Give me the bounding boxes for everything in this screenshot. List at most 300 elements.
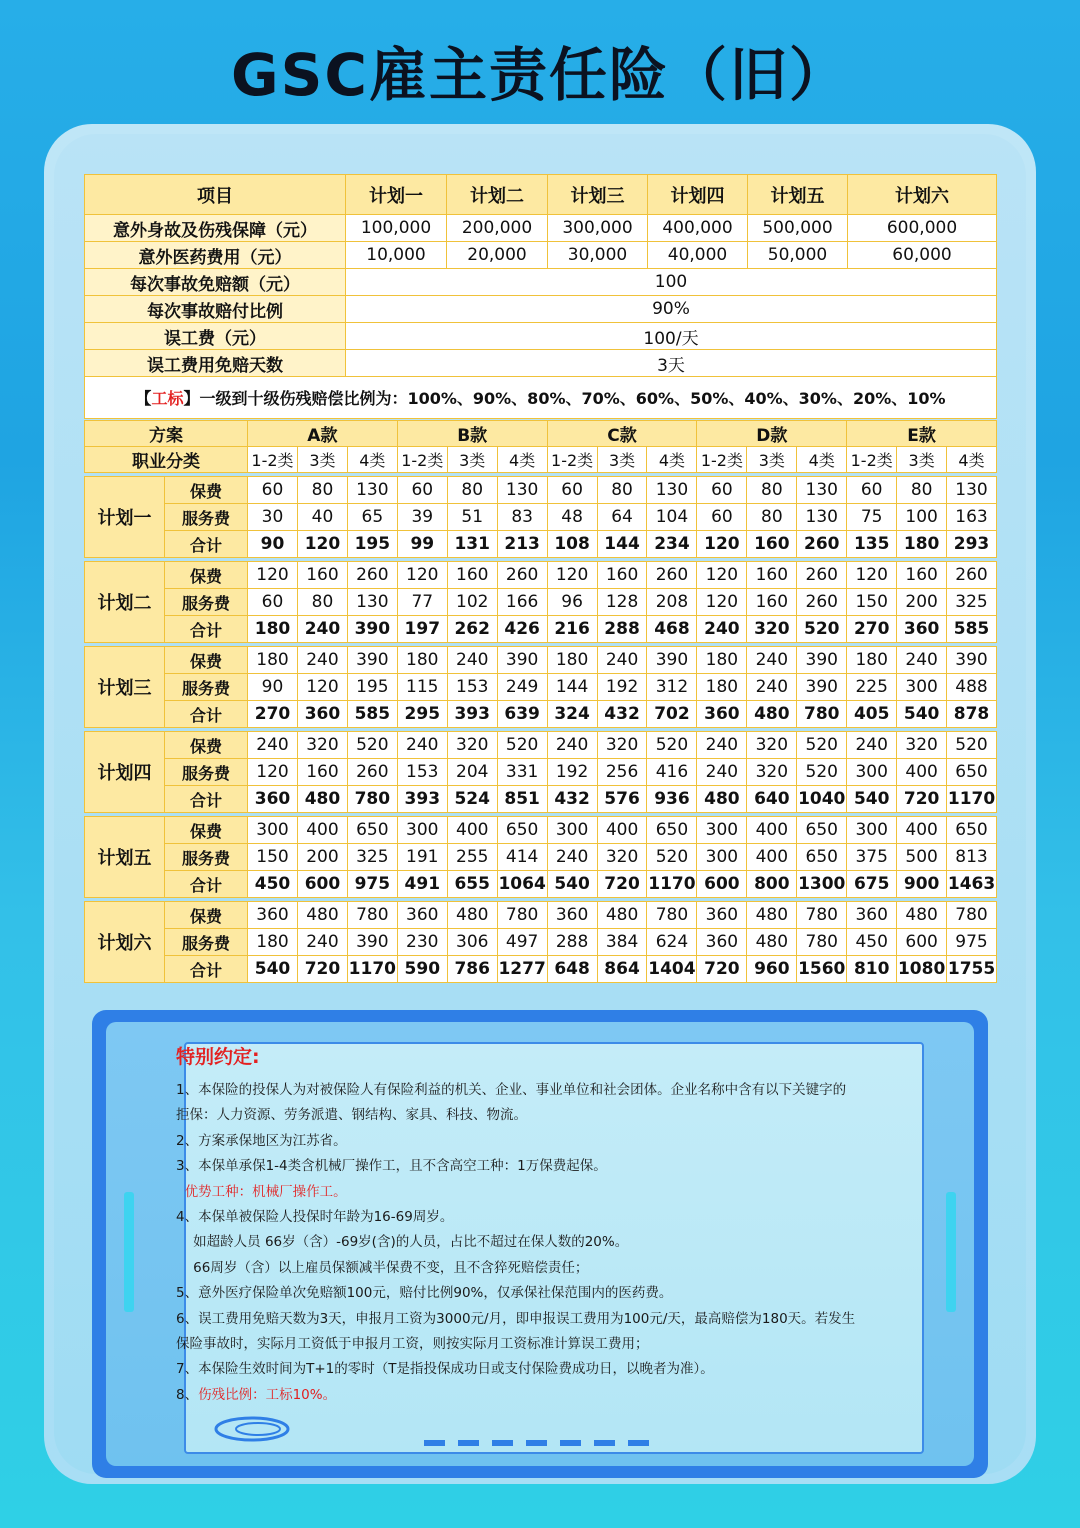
coverage-table <box>84 174 997 419</box>
row-lost-wage <box>85 323 997 350</box>
plan-row <box>85 674 997 701</box>
rate-cell: 249 <box>497 674 547 701</box>
rate-cell: 655 <box>447 871 497 898</box>
rate-cell: 192 <box>597 674 647 701</box>
rate-cell: 64 <box>597 504 647 531</box>
rate-cell: 650 <box>797 844 847 871</box>
rate-cell: 960 <box>747 956 797 983</box>
rate-cell: 331 <box>497 759 547 786</box>
rate-cell: 360 <box>397 902 447 929</box>
rate-cell: 520 <box>497 732 547 759</box>
row-medical <box>85 242 997 269</box>
row-label: 每次事故免赔额（元） <box>85 269 346 296</box>
dash-decoration <box>424 1440 649 1446</box>
rate-cell: 160 <box>298 562 348 589</box>
rate-cell: 160 <box>747 531 797 558</box>
terms-line: 1、本保险的投保人为对被保险人有保险利益的机关、企业、事业单位和社会团体。企业名称中含有以下关键字的 <box>176 1082 847 1098</box>
rate-cell: 48 <box>547 504 597 531</box>
rate-cell: 360 <box>697 701 747 728</box>
class-header: 4类 <box>947 447 997 473</box>
plan-row <box>85 844 997 871</box>
rate-cell: 400 <box>747 817 797 844</box>
rate-cell: 60 <box>397 477 447 504</box>
rate-cell: 320 <box>747 732 797 759</box>
rate-cell: 180 <box>847 647 897 674</box>
rate-cell: 300 <box>397 817 447 844</box>
rate-cell: 520 <box>647 732 697 759</box>
rate-cell: 240 <box>697 732 747 759</box>
row-deductible <box>85 269 997 296</box>
rate-cell: 780 <box>347 902 397 929</box>
header-plan-4: 计划四 <box>648 175 748 215</box>
plan-row <box>85 701 997 728</box>
rate-cell: 520 <box>797 732 847 759</box>
rate-cell: 414 <box>497 844 547 871</box>
row-kind: 合计 <box>165 956 248 983</box>
rate-cell: 160 <box>747 589 797 616</box>
row-kind: 保费 <box>165 902 248 929</box>
rate-cell: 83 <box>497 504 547 531</box>
rate-cell: 197 <box>397 616 447 643</box>
cell: 100 <box>346 269 997 296</box>
rate-cell: 160 <box>298 759 348 786</box>
rate-cell: 300 <box>697 817 747 844</box>
terms-heading: 特别约定: <box>176 1046 260 1068</box>
rate-cell: 120 <box>547 562 597 589</box>
rate-cell: 130 <box>647 477 697 504</box>
row-kind: 合计 <box>165 616 248 643</box>
row-death-disability <box>85 215 997 242</box>
rate-cell: 432 <box>547 786 597 813</box>
rate-cell: 480 <box>298 786 348 813</box>
rate-cell: 390 <box>797 674 847 701</box>
cell: 100,000 <box>346 215 447 242</box>
rate-cell: 288 <box>597 616 647 643</box>
class-header: 4类 <box>647 447 697 473</box>
rate-cell: 1080 <box>897 956 947 983</box>
rate-cell: 780 <box>497 902 547 929</box>
scheme-header: C款 <box>547 421 697 447</box>
rate-cell: 104 <box>647 504 697 531</box>
rate-cell: 120 <box>298 531 348 558</box>
rate-cell: 524 <box>447 786 497 813</box>
rate-cell: 153 <box>447 674 497 701</box>
rate-cell: 80 <box>597 477 647 504</box>
rate-cell: 130 <box>947 477 997 504</box>
rate-cell: 130 <box>347 589 397 616</box>
rate-cell: 936 <box>647 786 697 813</box>
occupation-label: 职业分类 <box>85 447 248 473</box>
rate-cell: 260 <box>797 589 847 616</box>
rate-cell: 480 <box>747 929 797 956</box>
row-kind: 保费 <box>165 477 248 504</box>
rate-cell: 600 <box>697 871 747 898</box>
rate-cell: 320 <box>447 732 497 759</box>
row-label: 每次事故赔付比例 <box>85 296 346 323</box>
rate-cell: 120 <box>248 759 298 786</box>
cell: 30,000 <box>548 242 648 269</box>
plan-row <box>85 477 997 504</box>
header-plan-5: 计划五 <box>748 175 848 215</box>
frame-decoration <box>946 1192 956 1312</box>
class-header: 1-2类 <box>847 447 897 473</box>
rate-cell: 180 <box>697 647 747 674</box>
rate-cell: 320 <box>298 732 348 759</box>
plan-row <box>85 786 997 813</box>
class-header: 1-2类 <box>697 447 747 473</box>
rate-cell: 1170 <box>347 956 397 983</box>
plan-name: 计划二 <box>85 562 165 643</box>
cell: 100/天 <box>346 323 997 350</box>
header-plan-6: 计划六 <box>848 175 997 215</box>
rate-cell: 115 <box>397 674 447 701</box>
rate-cell: 216 <box>547 616 597 643</box>
rate-cell: 260 <box>347 562 397 589</box>
special-terms <box>176 1044 916 1408</box>
plan-row <box>85 871 997 898</box>
rate-cell: 1277 <box>497 956 547 983</box>
rate-cell: 540 <box>847 786 897 813</box>
disability-note: 【工标】一级到十级伤残赔偿比例为：100%、90%、80%、70%、60%、50%、40%、30%、20%、10% <box>85 377 997 419</box>
row-kind: 服务费 <box>165 589 248 616</box>
terms-line: 保险事故时，实际月工资低于申报月工资，则按实际月工资标准计算误工费用； <box>176 1336 649 1353</box>
rate-cell: 240 <box>897 647 947 674</box>
rate-cell: 650 <box>497 817 547 844</box>
plan-row <box>85 817 997 844</box>
rate-cell: 1755 <box>947 956 997 983</box>
rate-cell: 200 <box>897 589 947 616</box>
header-plan-2: 计划二 <box>447 175 548 215</box>
rate-cell: 77 <box>397 589 447 616</box>
plan-row <box>85 531 997 558</box>
rate-cell: 163 <box>947 504 997 531</box>
rate-cell: 180 <box>397 647 447 674</box>
terms-line: 7、本保险生效时间为T+1的零时（T是指投保成功日或支付保险费成功日，以晚者为准）。 <box>176 1361 714 1378</box>
row-lost-days <box>85 350 997 377</box>
rate-cell: 780 <box>947 902 997 929</box>
rate-cell: 400 <box>447 817 497 844</box>
rate-cell: 80 <box>298 477 348 504</box>
class-header: 3类 <box>447 447 497 473</box>
rate-cell: 30 <box>248 504 298 531</box>
row-kind: 服务费 <box>165 759 248 786</box>
rate-cell: 240 <box>697 616 747 643</box>
rate-cell: 51 <box>447 504 497 531</box>
rate-cell: 480 <box>447 902 497 929</box>
cell: 60,000 <box>848 242 997 269</box>
rate-cell: 150 <box>248 844 298 871</box>
rate-cell: 312 <box>647 674 697 701</box>
plan-name: 计划六 <box>85 902 165 983</box>
rate-cell: 720 <box>597 871 647 898</box>
rate-cell: 702 <box>647 701 697 728</box>
class-header: 3类 <box>747 447 797 473</box>
rate-cell: 240 <box>298 929 348 956</box>
cell: 400,000 <box>648 215 748 242</box>
row-kind: 保费 <box>165 817 248 844</box>
row-disability-note <box>85 377 997 419</box>
rate-cell: 65 <box>347 504 397 531</box>
rate-cell: 260 <box>647 562 697 589</box>
cell: 3天 <box>346 350 997 377</box>
header-plan-1: 计划一 <box>346 175 447 215</box>
cell: 40,000 <box>648 242 748 269</box>
page-title: GSC雇主责任险（旧） <box>231 41 849 109</box>
rate-cell: 195 <box>347 531 397 558</box>
rate-cell: 60 <box>547 477 597 504</box>
rate-cell: 393 <box>397 786 447 813</box>
rate-cell: 240 <box>248 732 298 759</box>
rate-cell: 320 <box>597 732 647 759</box>
rate-cell: 813 <box>947 844 997 871</box>
rate-cell: 864 <box>597 956 647 983</box>
terms-line: 拒保：人力资源、劳务派遣、钢结构、家具、科技、物流。 <box>176 1107 527 1124</box>
terms-line: 2、方案承保地区为江苏省。 <box>176 1132 347 1149</box>
rate-cell: 975 <box>947 929 997 956</box>
rate-cell: 60 <box>248 477 298 504</box>
plan-row <box>85 956 997 983</box>
swirl-decoration-icon <box>212 1414 292 1444</box>
rate-cell: 390 <box>347 616 397 643</box>
rate-cell: 1040 <box>797 786 847 813</box>
rate-cell: 180 <box>248 616 298 643</box>
rate-cell: 240 <box>747 647 797 674</box>
rate-cell: 320 <box>747 616 797 643</box>
rate-cell: 195 <box>347 674 397 701</box>
scheme-label: 方案 <box>85 421 248 447</box>
rate-cell: 180 <box>248 929 298 956</box>
rate-cell: 624 <box>647 929 697 956</box>
rate-cell: 213 <box>497 531 547 558</box>
scheme-header-row <box>85 421 997 447</box>
rate-cell: 432 <box>597 701 647 728</box>
terms-line: 8、伤残比例：工标10%。 <box>176 1386 337 1403</box>
rate-cell: 90 <box>248 674 298 701</box>
terms-line: 5、意外医疗保险单次免赔额100元，赔付比例90%，仅承保社保范围内的医药费。 <box>176 1285 673 1302</box>
row-label: 误工费用免赔天数 <box>85 350 346 377</box>
rate-cell: 720 <box>697 956 747 983</box>
rate-cell: 256 <box>597 759 647 786</box>
rate-cell: 80 <box>447 477 497 504</box>
rate-cell: 260 <box>797 531 847 558</box>
rate-cell: 390 <box>347 647 397 674</box>
rate-cell: 325 <box>347 844 397 871</box>
rate-cell: 520 <box>347 732 397 759</box>
rate-cell: 160 <box>447 562 497 589</box>
plan-name: 计划四 <box>85 732 165 813</box>
rate-cell: 131 <box>447 531 497 558</box>
rate-cell: 180 <box>547 647 597 674</box>
terms-line: 66周岁（含）以上雇员保额减半保费不变，且不含猝死赔偿责任； <box>176 1259 589 1276</box>
rate-cell: 75 <box>847 504 897 531</box>
cell: 600,000 <box>848 215 997 242</box>
rate-cell: 400 <box>597 817 647 844</box>
rate-cell: 102 <box>447 589 497 616</box>
rate-cell: 180 <box>248 647 298 674</box>
rate-cell: 450 <box>248 871 298 898</box>
rate-cell: 60 <box>697 504 747 531</box>
rate-cell: 600 <box>897 929 947 956</box>
rate-cell: 180 <box>897 531 947 558</box>
rate-cell: 120 <box>397 562 447 589</box>
rate-cell: 295 <box>397 701 447 728</box>
rate-cell: 390 <box>497 647 547 674</box>
rate-cell: 130 <box>347 477 397 504</box>
rate-cell: 120 <box>248 562 298 589</box>
rate-cell: 80 <box>897 477 947 504</box>
rate-cell: 320 <box>597 844 647 871</box>
rate-cell: 306 <box>447 929 497 956</box>
rate-cell: 480 <box>597 902 647 929</box>
row-kind: 保费 <box>165 647 248 674</box>
rate-cell: 600 <box>298 871 348 898</box>
rate-cell: 300 <box>897 674 947 701</box>
rate-cell: 300 <box>847 817 897 844</box>
rate-cell: 975 <box>347 871 397 898</box>
rate-cell: 240 <box>447 647 497 674</box>
rate-cell: 130 <box>797 477 847 504</box>
rate-cell: 120 <box>697 562 747 589</box>
class-header: 3类 <box>298 447 348 473</box>
row-label: 误工费（元） <box>85 323 346 350</box>
rate-cell: 390 <box>347 929 397 956</box>
rate-cell: 585 <box>347 701 397 728</box>
rate-cell: 786 <box>447 956 497 983</box>
rate-cell: 540 <box>897 701 947 728</box>
rate-cell: 450 <box>847 929 897 956</box>
plan-row <box>85 902 997 929</box>
rate-cell: 405 <box>847 701 897 728</box>
rate-cell: 160 <box>597 562 647 589</box>
class-header: 1-2类 <box>547 447 597 473</box>
rate-cell: 500 <box>897 844 947 871</box>
rate-cell: 640 <box>747 786 797 813</box>
rate-cell: 491 <box>397 871 447 898</box>
rate-cell: 208 <box>647 589 697 616</box>
rate-cell: 675 <box>847 871 897 898</box>
rate-cell: 260 <box>497 562 547 589</box>
rate-cell: 1560 <box>797 956 847 983</box>
rate-cell: 780 <box>797 701 847 728</box>
rate-cell: 360 <box>248 786 298 813</box>
rate-cell: 191 <box>397 844 447 871</box>
plan-row <box>85 929 997 956</box>
rate-cell: 200 <box>298 844 348 871</box>
rate-cell: 1300 <box>797 871 847 898</box>
rate-cell: 1404 <box>647 956 697 983</box>
rate-cell: 300 <box>847 759 897 786</box>
cell: 50,000 <box>748 242 848 269</box>
rate-cell: 262 <box>447 616 497 643</box>
rate-cell: 650 <box>947 759 997 786</box>
rate-cell: 240 <box>397 732 447 759</box>
rate-cell: 400 <box>298 817 348 844</box>
rate-cell: 650 <box>647 817 697 844</box>
rate-cell: 108 <box>547 531 597 558</box>
class-header-row <box>85 447 997 473</box>
rate-cell: 240 <box>298 616 348 643</box>
rate-cell: 160 <box>897 562 947 589</box>
row-kind: 服务费 <box>165 844 248 871</box>
cell: 200,000 <box>447 215 548 242</box>
rate-cell: 270 <box>248 701 298 728</box>
plan-name: 计划三 <box>85 647 165 728</box>
terms-line: 4、本保单被保险人投保时年龄为16-69周岁。 <box>176 1209 454 1226</box>
rate-cell: 80 <box>747 504 797 531</box>
rate-cell: 468 <box>647 616 697 643</box>
rate-cell: 720 <box>897 786 947 813</box>
terms-line: 如超龄人员 66岁（含）-69岁(含)的人员，占比不超过在保人数的20%。 <box>176 1234 629 1251</box>
rate-cell: 135 <box>847 531 897 558</box>
rate-cell: 851 <box>497 786 547 813</box>
rate-cell: 780 <box>797 929 847 956</box>
rate-cell: 260 <box>797 562 847 589</box>
frame-decoration <box>124 1192 134 1312</box>
class-header: 4类 <box>497 447 547 473</box>
rate-cell: 260 <box>347 759 397 786</box>
rate-cell: 650 <box>347 817 397 844</box>
rate-cell: 255 <box>447 844 497 871</box>
rate-cell: 360 <box>697 929 747 956</box>
row-ratio <box>85 296 997 323</box>
rate-cell: 488 <box>947 674 997 701</box>
scheme-header: E款 <box>847 421 997 447</box>
rate-cell: 166 <box>497 589 547 616</box>
rate-cell: 416 <box>647 759 697 786</box>
rate-cell: 234 <box>647 531 697 558</box>
terms-line: 6、误工费用免赔天数为3天，申报月工资为3000元/月，即申报误工费用为100元/天，最高赔偿为180天。若发生 <box>176 1310 856 1327</box>
rate-cell: 650 <box>947 817 997 844</box>
class-header: 1-2类 <box>248 447 298 473</box>
rate-cell: 878 <box>947 701 997 728</box>
note-tag: 工标 <box>151 389 184 408</box>
cell: 10,000 <box>346 242 447 269</box>
row-kind: 合计 <box>165 531 248 558</box>
rate-cell: 90 <box>248 531 298 558</box>
rate-cell: 390 <box>647 647 697 674</box>
rate-cell: 300 <box>697 844 747 871</box>
row-label: 意外身故及伤残保障（元） <box>85 215 346 242</box>
rate-cell: 293 <box>947 531 997 558</box>
plan-row <box>85 732 997 759</box>
rate-cell: 810 <box>847 956 897 983</box>
row-kind: 合计 <box>165 701 248 728</box>
rate-cell: 390 <box>797 647 847 674</box>
row-kind: 服务费 <box>165 674 248 701</box>
rate-cell: 800 <box>747 871 797 898</box>
rate-cell: 480 <box>747 902 797 929</box>
rate-cell: 900 <box>897 871 947 898</box>
rate-cell: 240 <box>547 732 597 759</box>
rate-cell: 375 <box>847 844 897 871</box>
rate-cell: 150 <box>847 589 897 616</box>
rate-cell: 240 <box>298 647 348 674</box>
rate-cell: 240 <box>597 647 647 674</box>
rate-cell: 400 <box>897 759 947 786</box>
plan-name: 计划一 <box>85 477 165 558</box>
rate-cell: 639 <box>497 701 547 728</box>
rate-cell: 80 <box>298 589 348 616</box>
rate-cell: 60 <box>697 477 747 504</box>
rate-cell: 360 <box>697 902 747 929</box>
rate-cell: 100 <box>897 504 947 531</box>
rate-cell: 1463 <box>947 871 997 898</box>
rate-cell: 540 <box>248 956 298 983</box>
rate-cell: 497 <box>497 929 547 956</box>
rate-cell: 300 <box>248 817 298 844</box>
rate-cell: 480 <box>897 902 947 929</box>
rate-cell: 153 <box>397 759 447 786</box>
